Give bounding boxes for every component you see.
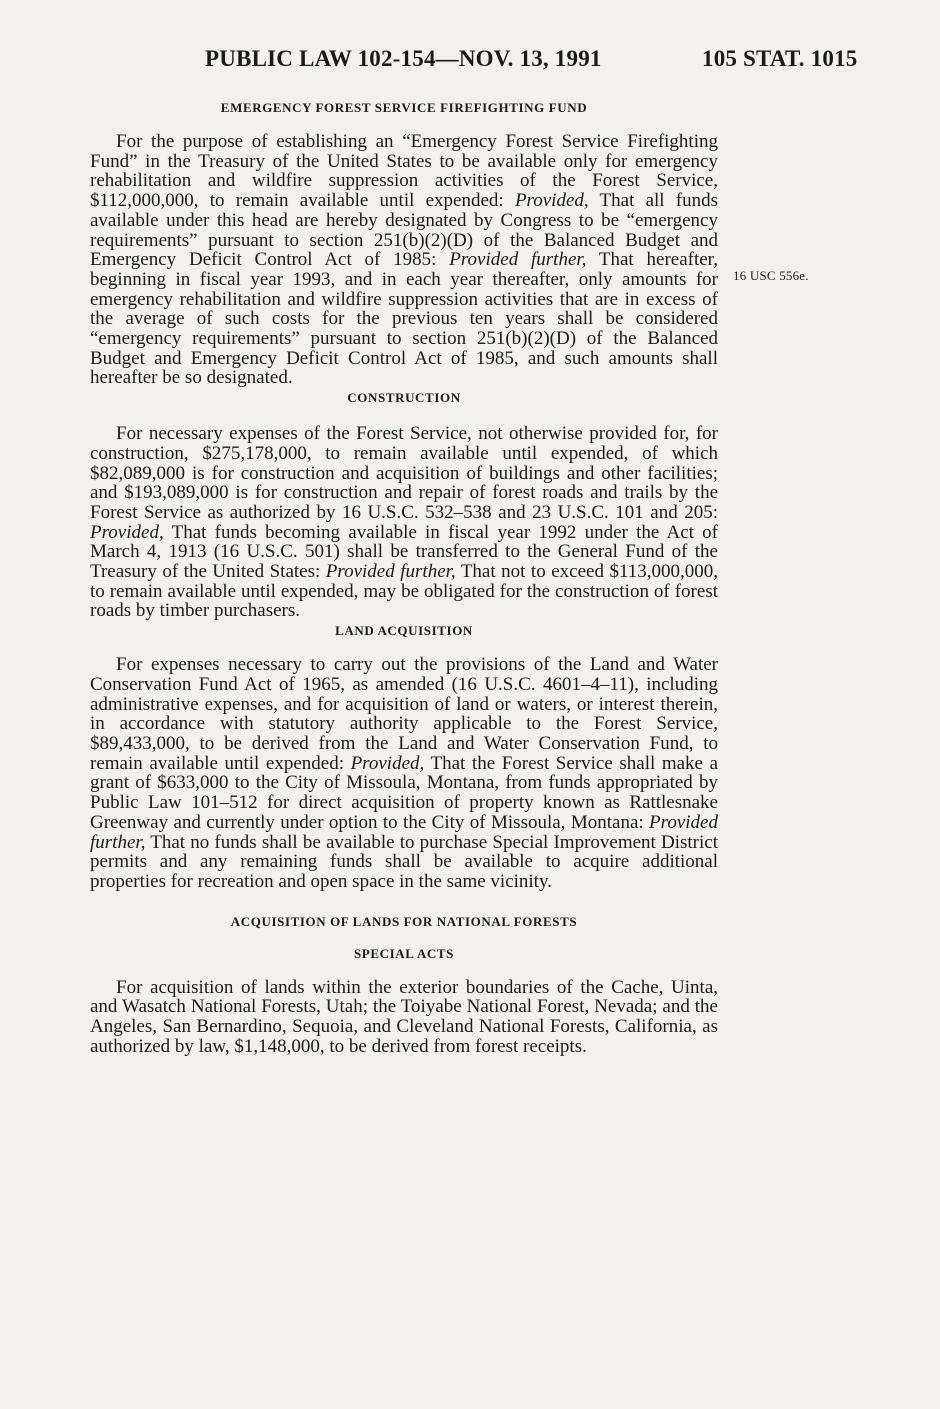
text-run: That not to exceed $113,000,000, to remain available until expended, may be obligated for the construction of forest roads by timber purchasers. (90, 561, 718, 622)
text-run: For expenses necessary to carry out the provisions of the Land and Water Conservation Fund Act of 1965, as amended (16 U.S.C. 4601–4–11), including administrative expenses, and for acquisition of land or waters, or interest therein, in accordance with statutory authority applicable to the Forest Service, $89,433,000, to be derived from the Land and Water Conservation Fund, to remain available until expended: (90, 654, 718, 774)
document-body (90, 96, 718, 1056)
page-header (0, 46, 940, 86)
paragraph-special-acts (90, 978, 718, 1057)
running-head-title: PUBLIC LAW 102-154—NOV. 13, 1991 (205, 46, 602, 71)
text-run: That funds becoming available in fiscal year 1992 under the Act of March 4, 1913 (16 U.S.C. 501) shall be transferred to the General Fund of the Treasury of the United States: (90, 521, 718, 583)
proviso-italic: Provided further, (449, 249, 587, 271)
text-run: That the Forest Service shall make a grant of $633,000 to the City of Missoula, Montana, from funds appropriated by Public Law 101–512 for direct acquisition of property known as Rattlesnake Greenway and currently under option to the City of Missoula, Montana: (90, 752, 718, 833)
paragraph-land-acquisition (90, 655, 718, 891)
proviso-italic: Provided, (90, 521, 164, 543)
proviso-italic: Provided further, (90, 811, 718, 853)
section-heading-emergency-fund: EMERGENCY FOREST SERVICE FIREFIGHTING FUND (220, 100, 588, 115)
section-heading-construction: CONSTRUCTION (347, 390, 461, 406)
text-run: That no funds shall be available to purchase Special Improvement District permits and any remaining funds shall be available to acquire additional properties for recreation and open space in the same vicinity. (90, 831, 718, 892)
proviso-italic: Provided, (350, 752, 425, 774)
paragraph-construction (90, 424, 718, 621)
statute-page-number: 105 STAT. 1015 (702, 46, 858, 71)
section-heading-national-forests: ACQUISITION OF LANDS FOR NATIONAL FORESTS (230, 913, 578, 929)
text-run: For necessary expenses of the Forest Service, not otherwise provided for, for construction, $275,178,000, to remain available until expended, of which $82,089,000 is for construction and acquisition of buildings and other facilities; and $193,089,000 is for construction and repair of forest roads and trails by the Forest Service as authorized by 16 U.S.C. 532–538 and 23 U.S.C. 101 and 205: (90, 423, 718, 523)
text-run: That all funds available under this head are hereby designated by Congress to be “emergency requirements” pursuant to section 251(b)(2)(D) of the Balanced Budget and Emergency Deficit Control Act of 1985: (90, 190, 719, 271)
text-run: For acquisition of lands within the exterior boundaries of the Cache, Uinta, and Wasatch National Forests, Utah; the Toiyabe National Forest, Nevada; and the Angeles, San Bernardino, Sequoia, and Cleveland National Forests, California, as authorized by law, $1,148,000, to be derived from forest receipts. (90, 976, 718, 1057)
proviso-italic: Provided, (514, 190, 589, 212)
section-heading-land-acquisition: LAND ACQUISITION (335, 623, 473, 639)
paragraph-emergency-fund (90, 132, 718, 388)
proviso-italic: Provided further, (325, 561, 456, 583)
subsection-heading-special-acts: SPECIAL ACTS (353, 945, 455, 961)
margin-citation-note: 16 USC 556e. (733, 268, 809, 283)
text-run: That hereafter, beginning in fiscal year 1993, and in each year thereafter, only amounts for emergency rehabilitation and wildfire suppression activities that are in excess of the average of such costs for the previous ten years shall be considered “emergency requirements” pursuant to section 251(b)(2)(D) of the Balanced Budget and Emergency Deficit Control Act of 1985, and such amounts shall hereafter be so designated. (90, 249, 718, 389)
text-run: For the purpose of establishing an “Emergency Forest Service Firefighting Fund” in the Treasury of the United States to be available only for emergency rehabilitation and wildfire suppression activities of the Forest Service, $112,000,000, to remain available until expended: (90, 131, 718, 212)
